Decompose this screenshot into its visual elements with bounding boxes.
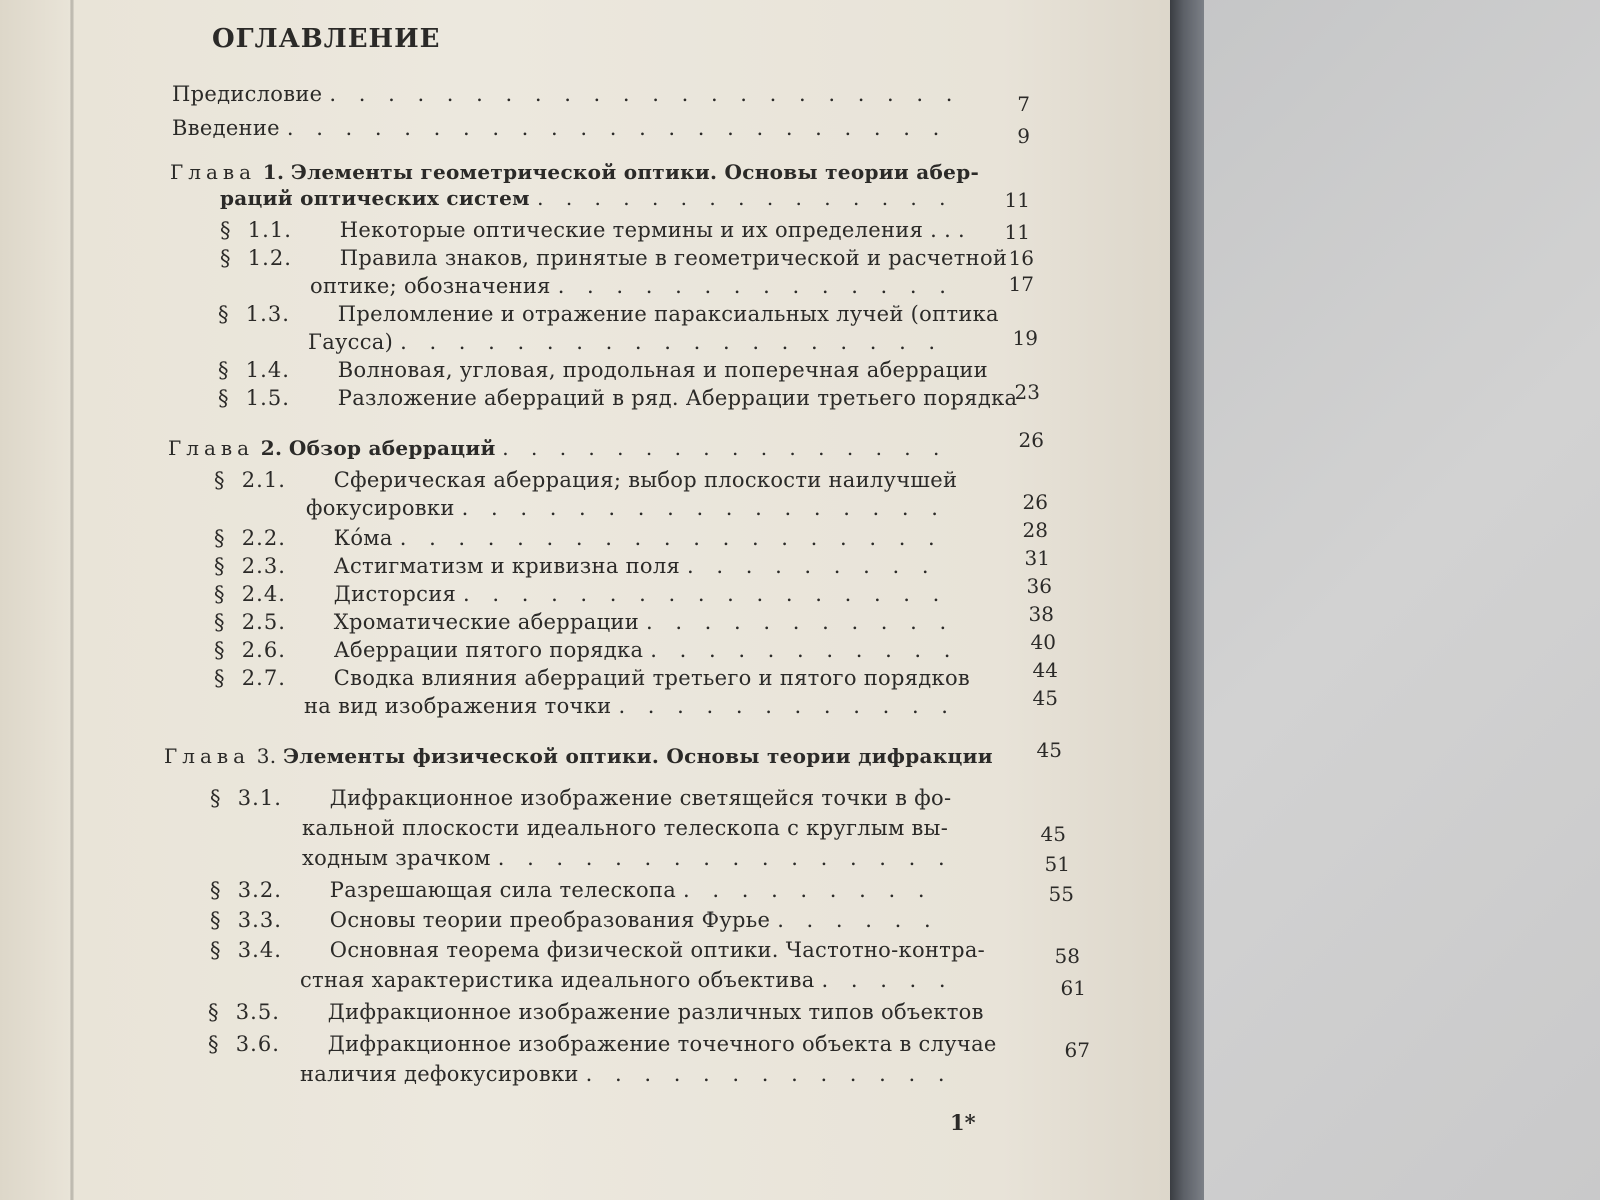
page-number: 17 [1008,272,1034,296]
section-title-line2: оптике; обозначения [310,274,551,298]
section-entry [220,218,965,242]
entry-text: Введение [172,116,280,140]
section-number: 3.4. [237,938,282,962]
section-entry [218,302,999,326]
page-number: 45 [1036,738,1062,762]
section-number: 1.5. [245,386,290,410]
chapter-title: Элементы геометрической оптики. Основы теории абер- [290,160,980,184]
section-entry [214,554,937,578]
toc-title: ОГЛАВЛЕНИЕ [212,24,441,54]
section-title: Правила знаков, принятые в геометрической и расчетной [339,246,1008,270]
page-number: 23 [1014,380,1040,404]
section-number: 2.6. [241,638,286,662]
leader-dots: . . . . . . . . . . . . . . . . . . . . . . [329,82,961,106]
leader-dots: . . . . . . . . . . . . . . . . . . . [399,526,943,550]
section-mark: § [210,878,221,902]
section-title: Разрешающая сила телескопа [329,878,677,902]
section-title: Хроматические аберрации [333,610,639,634]
section-number: 1.4. [245,358,290,382]
section-title-cont [302,816,948,840]
section-number: 3.1. [237,786,282,810]
section-title-line2: стная характеристика идеального объектива [300,968,815,992]
section-entry [214,666,970,690]
chapter-heading [164,744,993,768]
chapter-title-cont [220,186,953,210]
section-number: 2.7. [241,666,286,690]
section-entry [208,1000,984,1024]
section-title-cont [300,1062,953,1086]
section-mark: § [220,218,231,242]
section-mark: § [214,638,225,662]
section-title: Сферическая аберрация; выбор плоскости наилучшей [333,468,958,492]
section-entry [210,786,951,810]
leader-dots: . . . . . . . . . . . . . . [557,274,954,298]
leader-dots: . . . . . . . . . . . . . . . . [497,846,953,870]
signature-mark: 1* [950,1110,976,1135]
section-number: 2.3. [241,554,286,578]
page-number: 55 [1048,882,1074,906]
section-mark: § [214,666,225,690]
section-title: Основы теории преобразования Фурье [329,908,771,932]
section-title-line2: на вид изображения точки [304,694,612,718]
leader-dots: . . . . . . . . . . . [645,610,955,634]
section-mark: § [220,246,231,270]
chapter-label: Глава [168,436,255,460]
section-mark: § [208,1000,219,1024]
section-title: Дисторсия [333,582,457,606]
chapter-title: Элементы физической оптики. Основы теории дифракции [283,744,993,768]
page-number: 11 [1004,220,1030,244]
toc-entry-intro [172,116,947,140]
page-number: 40 [1030,630,1056,654]
section-number: 3.2. [237,878,282,902]
section-entry [214,468,957,492]
section-title-cont [306,496,946,520]
section-mark: § [210,938,221,962]
chapter-label: Глава [170,160,257,184]
section-title: Основная теорема физической оптики. Частотно-контра- [329,938,986,962]
section-entry [210,938,985,962]
page-number: 19 [1012,326,1038,350]
section-mark: § [218,302,229,326]
section-entry [214,610,954,634]
page-number: 61 [1060,976,1086,1000]
page-number: 28 [1022,518,1048,542]
section-number: 2.1. [241,468,286,492]
chapter-number: 2. [260,436,283,460]
section-title: Астигматизм и кривизна поля [333,554,681,578]
section-title: Преломление и отражение параксиальных лучей (оптика [337,302,999,326]
section-title-cont [302,846,953,870]
section-number: 2.2. [241,526,286,550]
toc-entry-preface [172,82,960,106]
section-title-cont [308,330,943,354]
section-entry [208,1032,997,1056]
section-mark: § [214,468,225,492]
leader-dots: . . . . . . . . . . . . . . . . . . . . . . . [286,116,948,140]
leader-dots: . . . . . . . . . . . . . . . . . . . [400,330,944,354]
section-mark: § [210,786,221,810]
section-number: 3.5. [235,1000,280,1024]
section-mark: § [214,526,225,550]
leader-dots: . . . . . . . . . . . . . . . . . [463,582,948,606]
section-number: 1.1. [247,218,292,242]
section-title-line3: ходным зрачком [302,846,491,870]
chapter-number: 3. [256,744,277,768]
page-number: 26 [1022,490,1048,514]
leader-dots: . . . . . . . . . . . . . [585,1062,953,1086]
page-number: 11 [1004,188,1030,212]
section-entry [210,878,933,902]
page-number: 67 [1064,1038,1090,1062]
section-title: Дифракционное изображение различных типов объектов [327,1000,984,1024]
entry-text: Предисловие [172,82,323,106]
section-entry [210,908,939,932]
chapter-number: 1. [262,160,285,184]
section-number: 1.2. [247,246,292,270]
leader-dots: . . . . . . . . . [687,554,937,578]
section-mark: § [214,610,225,634]
section-title-line2: Гаусса) [308,330,394,354]
page-number: 44 [1032,658,1058,682]
page-number: 7 [1017,92,1030,116]
page-number: 36 [1026,574,1052,598]
section-title-line2: фокусировки [306,496,455,520]
section-entry [220,246,1007,270]
section-title-line2: кальной плоскости идеального телескопа с круглым вы- [302,816,949,840]
section-title: Некоторые оптические термины и их определения . . . [339,218,965,242]
section-mark: § [210,908,221,932]
leader-dots: . . . . . . . . . [683,878,933,902]
section-title: Волновая, угловая, продольная и поперечная аберрации [337,358,988,382]
leader-dots: . . . . . . . . . . . . . . . . [502,436,948,460]
section-entry [218,358,988,382]
section-mark: § [218,386,229,410]
leader-dots: . . . . . . [777,908,939,932]
leader-dots: . . . . . . . . . . . . . . . . . [461,496,946,520]
section-title-cont [304,694,956,718]
chapter-heading [168,436,947,460]
page-number: 9 [1017,124,1030,148]
section-title: Ко́ма [333,526,393,550]
page-number: 51 [1044,852,1070,876]
section-title: Дифракционное изображение точечного объекта в случае [327,1032,997,1056]
leader-dots: . . . . . . . . . . . [650,638,959,662]
chapter-title: Обзор аберраций [288,436,496,460]
section-entry [214,582,947,606]
section-title: Аберрации пятого порядка [333,638,644,662]
chapter-heading [170,160,979,184]
section-number: 2.4. [241,582,286,606]
section-mark: § [214,582,225,606]
section-number: 1.3. [245,302,290,326]
section-number: 3.6. [235,1032,280,1056]
section-entry [218,386,1017,410]
section-mark: § [208,1032,219,1056]
page-number: 45 [1032,686,1058,710]
section-title: Сводка влияния аберраций третьего и пятого порядков [333,666,971,690]
section-title-cont [300,968,954,992]
chapter-title-line2: раций оптических систем [220,186,530,210]
chapter-label: Глава [164,744,251,768]
page-number: 38 [1028,602,1054,626]
page-number: 16 [1008,246,1034,270]
section-entry [214,526,943,550]
section-mark: § [214,554,225,578]
section-title-cont [310,274,954,298]
section-number: 3.3. [237,908,282,932]
section-mark: § [218,358,229,382]
page-number: 31 [1024,546,1050,570]
page-number: 26 [1018,428,1044,452]
section-title: Разложение аберраций в ряд. Аберрации третьего порядка [337,386,1018,410]
section-number: 2.5. [241,610,286,634]
page-number: 58 [1054,944,1080,968]
page-number: 45 [1040,822,1066,846]
section-title-line2: наличия дефокусировки [300,1062,579,1086]
section-entry [214,638,958,662]
leader-dots: . . . . . . . . . . . . [618,694,956,718]
leader-dots: . . . . . [821,968,954,992]
section-title: Дифракционное изображение светящейся точки в фо- [329,786,952,810]
leader-dots: . . . . . . . . . . . . . . . [537,186,954,210]
